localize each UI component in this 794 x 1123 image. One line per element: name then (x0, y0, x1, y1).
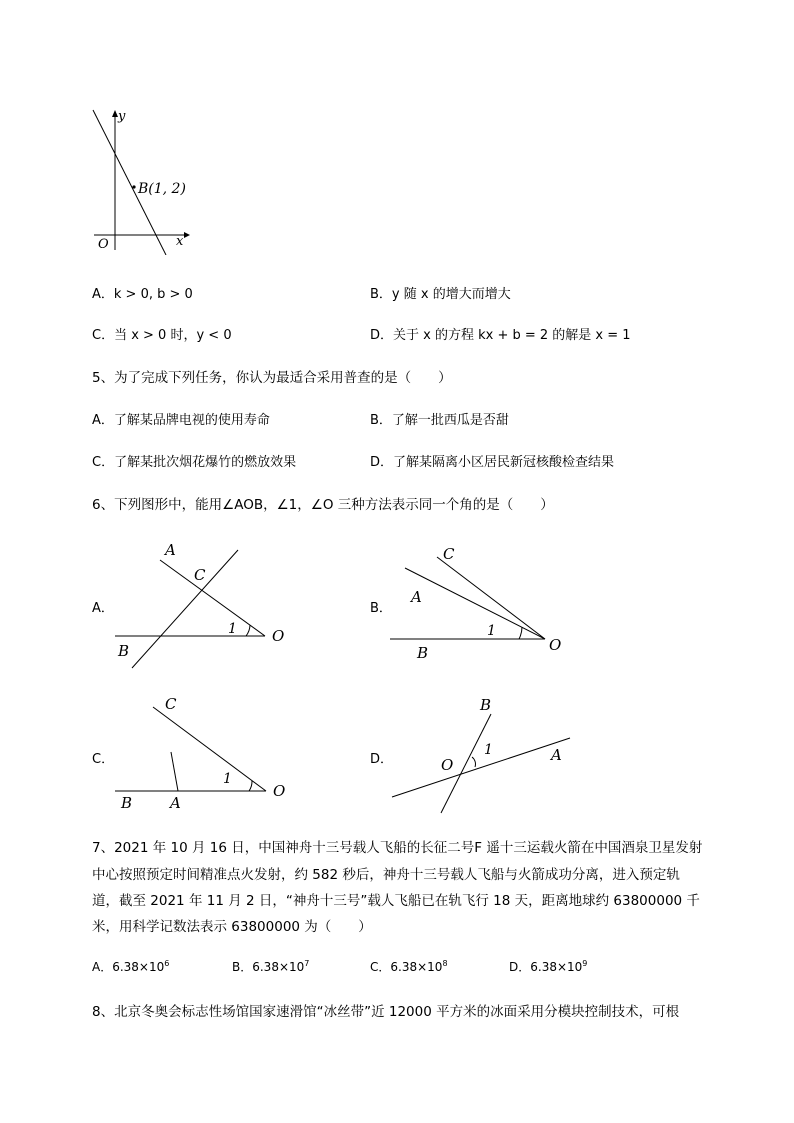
q4-graph (88, 105, 198, 255)
fig-b-label-a: A (411, 588, 422, 606)
x-axis-label: x (176, 234, 184, 249)
fig-b-label-o: O (549, 636, 562, 654)
q6-option-b-label[interactable]: B． (370, 601, 392, 616)
q5-option-d[interactable]: D．了解某隔离小区居民新冠核酸检查结果 (370, 455, 615, 470)
q4-option-d[interactable]: D．关于 x 的方程 kx + b = 2 的解是 x = 1 (370, 328, 631, 343)
q6-figure-c (110, 690, 300, 815)
q7-option-d[interactable]: D．$6.38\times 10^9$ (509, 959, 588, 974)
fig-d-label-one: 1 (484, 742, 493, 758)
q7-line-2: 中心按照预定时间精准点火发射，约 582 秒后，神舟十三号载人飞船与火箭成功分离，进入预定轨 (92, 867, 680, 883)
origin-label: O (98, 237, 109, 252)
q6-stem: 6、下列图形中，能用∠AOB，∠1，∠O 三种方法表示同一个角的是（ ） (92, 497, 554, 513)
fig-d-label-a: A (551, 746, 562, 764)
q7-line-1: 7、2021 年 10 月 16 日，中国神舟十三号载人飞船的长征二号F 遥十三运载火箭在中国酒泉卫星发射 (92, 840, 703, 856)
q5-stem: 5、为了完成下列任务，你认为最适合采用普查的是（ ） (92, 370, 452, 386)
q6-option-a-label[interactable]: A． (92, 601, 114, 616)
fig-d-label-o: O (441, 756, 454, 774)
fig-a-label-a: A (165, 541, 176, 559)
q4-option-a[interactable]: A．k > 0, b > 0 (92, 287, 193, 302)
q7-option-a[interactable]: A．$6.38\times 10^6$ (92, 959, 170, 974)
q6-figure-b (385, 535, 575, 665)
fig-d-label-b: B (480, 696, 492, 714)
q4-option-b[interactable]: B．y 随 x 的增大而增大 (370, 287, 511, 302)
fig-c-label-a: A (170, 794, 181, 812)
q7-line-3: 道，截至 2021 年 11 月 2 日，“神舟十三号”载人飞船已在轨飞行 18 天，距离地球约 63800000 千 (92, 893, 700, 909)
fig-c-label-c: C (165, 695, 177, 713)
x-axis-arrow (184, 232, 190, 238)
point-b-label: B(1, 2) (138, 181, 186, 197)
fig-a-label-b: B (118, 642, 130, 660)
q6-figure-a (110, 535, 300, 675)
point-b (132, 185, 135, 188)
q6-option-d-label[interactable]: D． (370, 752, 394, 767)
fig-b-label-c: C (443, 545, 455, 563)
q5-option-b[interactable]: B．了解一批西瓜是否甜 (370, 413, 509, 428)
q6-option-c-label[interactable]: C． (92, 752, 115, 767)
q8-line-1: 8、北京冬奥会标志性场馆国家速滑馆“冰丝带”近 12000 平方米的冰面采用分模块控制技术，可根 (92, 1004, 680, 1020)
q4-option-c[interactable]: C．当 x > 0 时，y < 0 (92, 328, 232, 343)
fig-a-label-c: C (194, 566, 206, 584)
q5-option-c[interactable]: C．了解某批次烟花爆竹的燃放效果 (92, 455, 297, 470)
fig-b-label-one: 1 (487, 623, 496, 639)
fig-a-label-o: O (272, 627, 285, 645)
fig-a-label-one: 1 (228, 621, 237, 637)
fig-c-label-b: B (121, 794, 133, 812)
y-axis-label: y (118, 109, 126, 124)
q6-figure-d (385, 690, 590, 815)
fig-b-label-b: B (417, 644, 429, 662)
q7-option-c[interactable]: C．$6.38\times 10^8$ (370, 959, 448, 974)
q5-option-a[interactable]: A．了解某品牌电视的使用寿命 (92, 413, 270, 428)
q7-line-4: 米，用科学记数法表示 63800000 为（ ） (92, 919, 372, 935)
fig-c-label-one: 1 (223, 771, 232, 787)
q7-option-b[interactable]: B．$6.38\times 10^7$ (232, 959, 310, 974)
fig-c-label-o: O (273, 782, 286, 800)
